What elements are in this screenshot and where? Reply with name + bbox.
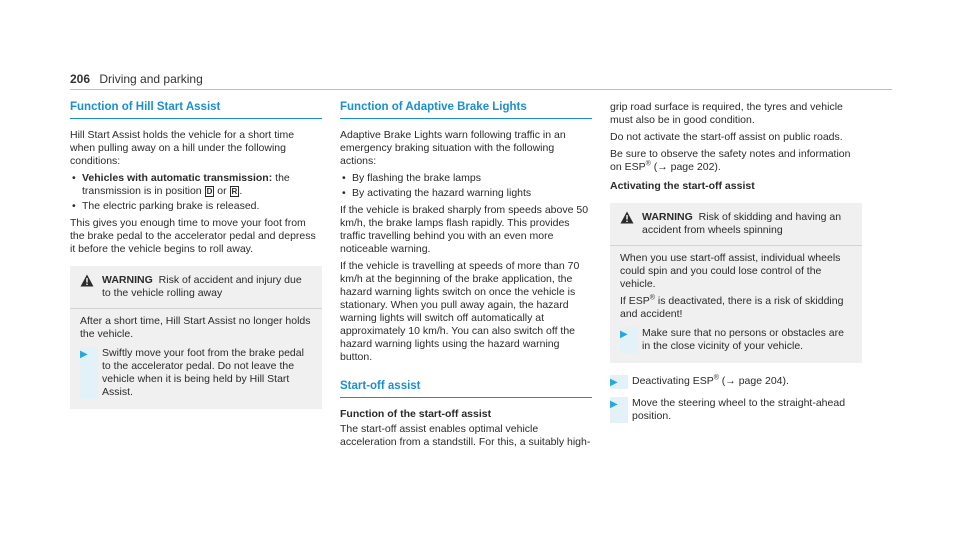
bullet-or: or	[217, 185, 227, 197]
action-list	[340, 172, 592, 200]
warning-body: After a short time, Hill Start Assist no longer holds the vehicle.	[80, 315, 311, 340]
paragraph: Hill Start Assist holds the vehicle for a short time when pulling away on a hill under the following conditions:	[70, 129, 295, 167]
warning-step	[80, 347, 312, 399]
instruction-step	[610, 397, 862, 423]
page-section-title: Driving and parking	[99, 72, 203, 86]
divider	[70, 308, 322, 309]
warning-title	[642, 211, 852, 237]
page-reference-link[interactable]: (→ page 202).	[650, 161, 721, 173]
section-title-hill-start: Function of Hill Start Assist	[70, 101, 322, 119]
step-text: Make sure that no persons or obstacles are in the close vicinity of your vehicle.	[642, 327, 844, 352]
text: Be sure to observe the safety notes and information on ESP	[610, 148, 851, 173]
warning-body	[620, 295, 852, 321]
warning-label: WARNING	[102, 274, 153, 286]
section-title-adaptive-brake: Function of Adaptive Brake Lights	[340, 101, 592, 119]
registered-mark: ®	[713, 374, 719, 382]
warning-header	[620, 211, 852, 237]
list-item: • Vehicles with automatic transmission: the transmission is in position D or R .	[70, 172, 322, 198]
paragraph: Adaptive Brake Lights warn following traffic in an emergency braking situation with the following actions:	[340, 129, 566, 167]
column-1	[70, 101, 322, 409]
paragraph: grip road surface is required, the tyres and vehicle must also be in good condition.	[610, 101, 843, 126]
page-header	[70, 72, 203, 86]
step-text	[632, 375, 789, 388]
warning-box	[70, 266, 322, 409]
gear-d-key-icon: D	[206, 187, 213, 196]
bullet-bold-label: Vehicles with automatic transmission:	[82, 172, 273, 184]
step-arrow-icon: ▶	[620, 329, 628, 340]
text: Deactivating ESP	[632, 375, 714, 387]
warning-header	[80, 274, 312, 300]
step-bar	[80, 347, 312, 399]
header-rule	[70, 89, 892, 90]
condition-list	[70, 172, 322, 213]
step-bar	[610, 397, 862, 423]
paragraph: The start-off assist enables optimal vehicle acceleration from a standstill. For this, a suitably high-	[340, 423, 591, 448]
list-item: • The electric parking brake is released.	[70, 200, 322, 213]
page-number: 206	[70, 72, 91, 86]
list-item: • By flashing the brake lamps	[340, 172, 592, 185]
gear-r-key-icon: R	[231, 187, 238, 196]
page-reference-link[interactable]: (→ page 204).	[718, 375, 789, 387]
section-title-start-off: Start-off assist	[340, 380, 592, 398]
step-bar	[610, 375, 789, 389]
column-2	[340, 101, 592, 453]
warning-box	[610, 203, 862, 363]
paragraph: This gives you enough time to move your foot from the brake pedal to the accelerator pedal and depress it before the vehicle begins to roll away.	[70, 217, 316, 255]
divider	[610, 245, 862, 246]
step-arrow-icon: ▶	[610, 377, 618, 388]
column-3	[610, 101, 862, 423]
sub-heading: Activating the start-off assist	[610, 180, 755, 192]
text: is deactivated, there is a risk of skidding and accident!	[620, 295, 844, 320]
paragraph	[610, 148, 862, 174]
bullet-text: the transmission is in position	[82, 172, 290, 197]
warning-body: When you use start-off assist, individual wheels could spin and you could lose control of the vehicle.	[620, 252, 841, 290]
warning-step	[620, 327, 852, 353]
registered-mark: ®	[649, 294, 655, 302]
step-text: Swiftly move your foot from the brake pedal to the accelerator pedal. Do not leave the vehicle when it is being held by Hill Start Assist.	[102, 347, 304, 398]
warning-triangle-icon	[80, 274, 94, 287]
warning-title	[102, 274, 312, 300]
step-text: Move the steering wheel to the straight-ahead position.	[632, 397, 846, 422]
paragraph: If the vehicle is travelling at speeds of more than 70 km/h at the beginning of the brake application, the hazard warning lights switch on once the vehicle is stationary. When you pull away again, the hazard warning lights will switch off automatically at approximately 10 km/h. You can also switch off the hazard warning lights using the hazard warning button.	[340, 260, 580, 363]
paragraph: If the vehicle is braked sharply from speeds above 50 km/h, the brake lamps flash rapidly. This provides traffic travelling behind you with an even more noticeable warning.	[340, 204, 589, 255]
step-bar	[620, 327, 852, 353]
registered-mark: ®	[645, 160, 651, 168]
instruction-step	[610, 375, 862, 389]
warning-title-text: Risk of accident and injury due to the vehicle rolling away	[102, 274, 302, 299]
sub-heading: Function of the start-off assist	[340, 408, 492, 420]
warning-triangle-icon	[620, 211, 634, 224]
warning-label: WARNING	[642, 211, 693, 223]
paragraph: Do not activate the start-off assist on public roads.	[610, 131, 843, 143]
warning-title-text: Risk of skidding and having an accident from wheels spinning	[642, 211, 842, 236]
text: If ESP	[620, 295, 650, 307]
step-arrow-icon: ▶	[610, 399, 618, 410]
list-item: • By activating the hazard warning lights	[340, 187, 592, 200]
step-arrow-icon: ▶	[80, 349, 88, 360]
